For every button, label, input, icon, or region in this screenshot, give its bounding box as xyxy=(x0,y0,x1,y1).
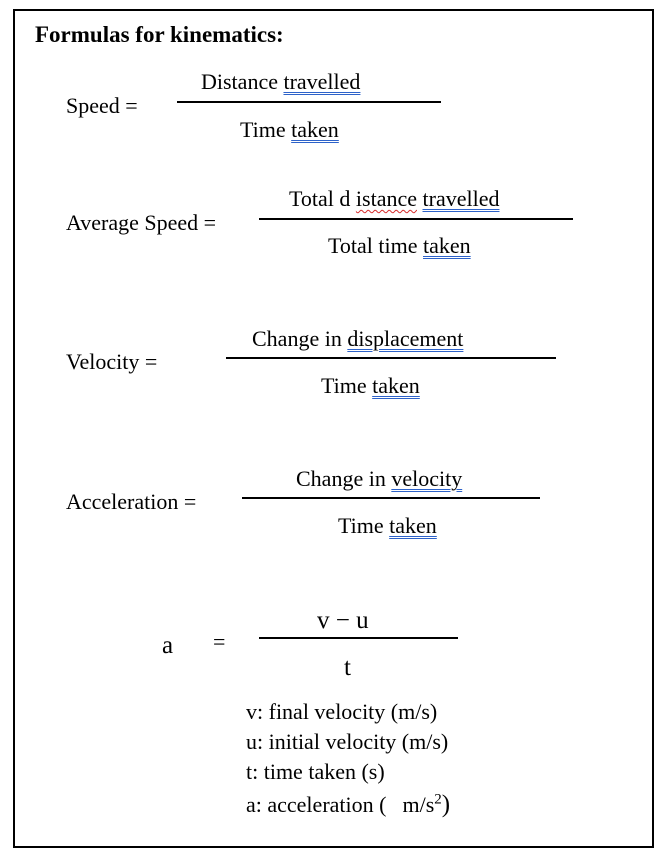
average-speed-numerator-text: Total d xyxy=(289,186,356,211)
velocity-denominator xyxy=(321,373,420,399)
formula-variable: a xyxy=(162,632,174,659)
average-speed-numerator-underlined: travelled xyxy=(422,186,500,211)
average-speed-fraction-bar xyxy=(259,218,573,220)
acceleration-denominator-underlined: taken xyxy=(389,513,437,538)
legend-u: u: initial velocity (m/s) xyxy=(246,729,449,754)
acceleration-numerator xyxy=(296,466,462,492)
formula-numerator: v − u xyxy=(317,607,369,634)
speed-denominator-text: Time xyxy=(240,117,292,142)
speed-numerator-text: Distance xyxy=(201,69,284,94)
legend-a xyxy=(246,791,450,819)
legend-a-prefix: a: acceleration ( xyxy=(246,792,387,817)
velocity-numerator xyxy=(252,326,463,352)
speed-fraction-bar xyxy=(177,101,441,103)
legend-a-unit: m/s xyxy=(402,792,435,817)
legend-a-exponent: 2 xyxy=(434,791,442,808)
acceleration-fraction-bar xyxy=(242,497,540,499)
average-speed-denominator-text: Total time xyxy=(328,233,423,258)
velocity-denominator-text: Time xyxy=(321,373,373,398)
formula-equals: = xyxy=(213,629,226,654)
velocity-label: Velocity = xyxy=(66,349,158,374)
speed-label: Speed = xyxy=(66,93,138,118)
acceleration-denominator-text: Time xyxy=(338,513,390,538)
acceleration-numerator-underlined: velocity xyxy=(391,466,463,491)
acceleration-label: Acceleration = xyxy=(66,489,197,514)
average-speed-numerator xyxy=(289,186,499,212)
acceleration-numerator-text: Change in xyxy=(296,466,392,491)
speed-numerator-underlined: travelled xyxy=(283,69,361,94)
velocity-numerator-underlined: displacement xyxy=(347,326,464,351)
speed-numerator xyxy=(201,69,360,95)
speed-denominator xyxy=(240,117,339,143)
velocity-numerator-text: Change in xyxy=(252,326,348,351)
page-title: Formulas for kinematics: xyxy=(35,22,284,47)
velocity-denominator-underlined: taken xyxy=(372,373,420,398)
speed-denominator-underlined: taken xyxy=(291,117,339,142)
average-speed-numerator-misspelled: istance xyxy=(355,186,417,211)
acceleration-denominator xyxy=(338,513,437,539)
formula-denominator: t xyxy=(344,654,351,681)
legend-t: t: time taken (s) xyxy=(246,759,385,784)
average-speed-denominator-underlined: taken xyxy=(423,233,471,258)
formula-fraction-bar xyxy=(259,637,458,639)
average-speed-label: Average Speed = xyxy=(66,210,217,235)
legend-v: v: final velocity (m/s) xyxy=(246,699,438,724)
velocity-fraction-bar xyxy=(226,357,556,359)
average-speed-denominator xyxy=(328,233,471,259)
legend-a-suffix: ) xyxy=(441,791,451,818)
